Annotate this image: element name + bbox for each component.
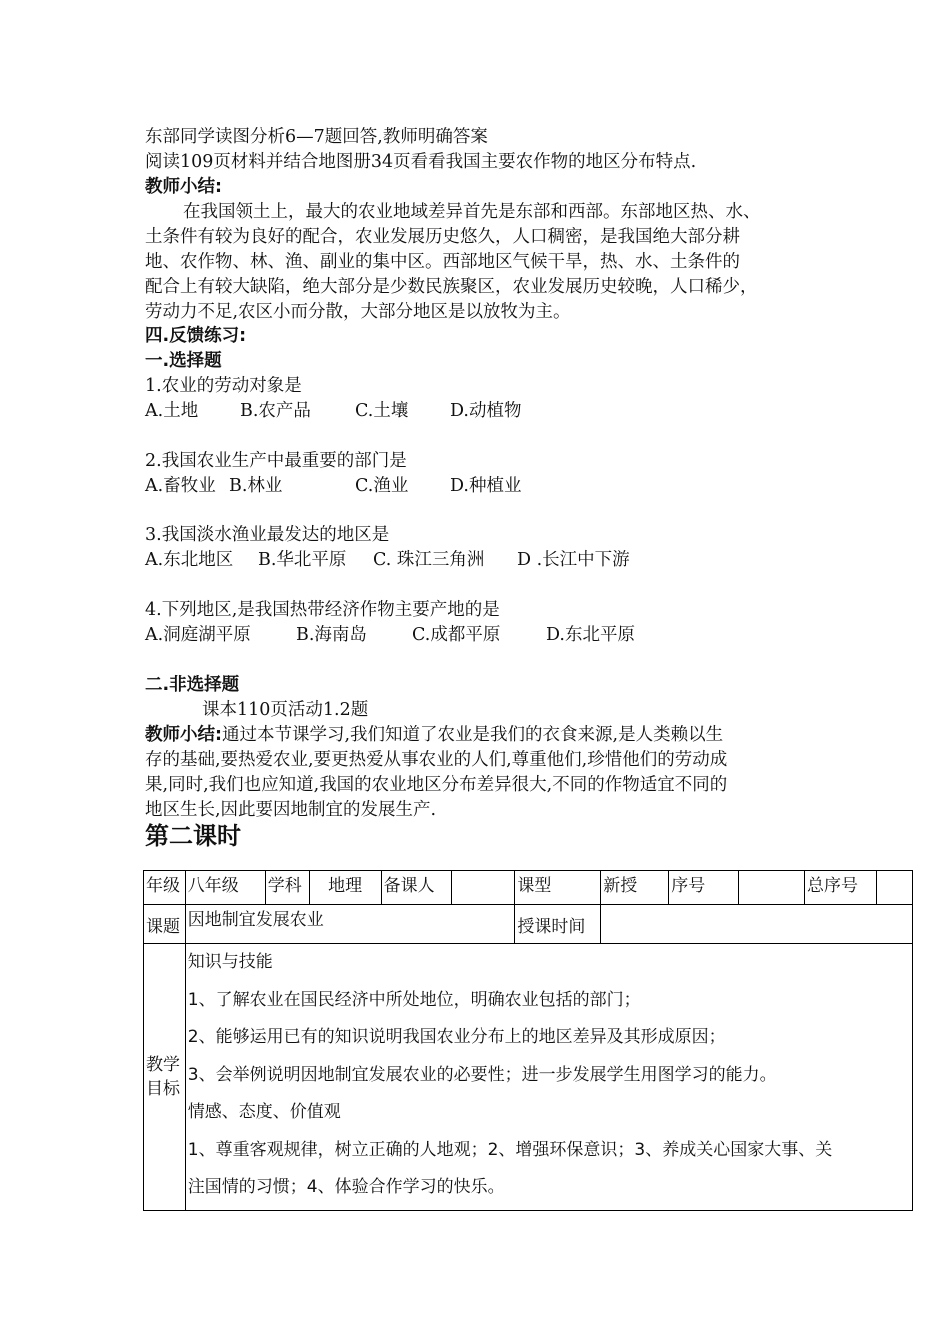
summary2-text: 通过本节课学习,我们知道了农业是我们的衣食来源,是人类赖以生 <box>222 725 724 745</box>
option-a: A.土地 <box>145 401 199 421</box>
goal-line: 3、会举例说明因地制宜发展农业的必要性；进一步发展学生用图学习的能力。 <box>187 1064 777 1085</box>
choice-heading: 一.选择题 <box>145 351 222 371</box>
goal-label-line: 目标 <box>146 1079 180 1099</box>
summary1-line: 在我国领土上，最大的农业地域差异首先是东部和西部。东部地区热、水、 <box>183 202 761 222</box>
question-text: 1.农业的劳动对象是 <box>145 376 302 396</box>
nonchoice-heading: 二.非选择题 <box>145 675 240 695</box>
summary2-line: 果,同时,我们也应知道,我国的农业地区分布差异很大,不同的作物适宜不同的 <box>145 775 728 795</box>
question-text: 4.下列地区,是我国热带经济作物主要产地的是 <box>145 600 500 620</box>
question-text: 3.我国淡水渔业最发达的地区是 <box>145 525 390 545</box>
type-label: 课型 <box>515 871 601 905</box>
option-b: B.海南岛 <box>296 625 367 645</box>
time-value <box>601 905 913 944</box>
summary2-heading: 教师小结: <box>145 725 222 745</box>
feedback-heading: 四.反馈练习: <box>145 326 247 346</box>
summary1-heading: 教师小结: <box>145 177 222 197</box>
goal-line: 注国情的习惯；4、体验合作学习的快乐。 <box>187 1177 505 1197</box>
summary2-line: 地区生长,因此要因地制宜的发展生产. <box>145 800 437 820</box>
lesson-plan-table <box>143 870 913 1211</box>
type-value: 新授 <box>601 871 669 905</box>
goal-line: 情感、态度、价值观 <box>187 1102 341 1122</box>
time-label: 授课时间 <box>515 905 601 944</box>
option-b: B.林业 <box>229 476 283 496</box>
intro-line-2: 阅读109页材料并结合地图册34页看看我国主要农作物的地区分布特点. <box>145 152 697 172</box>
goal-line: 2、能够运用已有的知识说明我国农业分布上的地区差异及其形成原因； <box>187 1027 726 1047</box>
option-b: B.农产品 <box>240 401 311 421</box>
preparer-label: 备课人 <box>381 871 451 905</box>
option-d: D .长江中下游 <box>517 550 630 570</box>
option-b: B.华北平原 <box>258 550 347 570</box>
summary1-line: 土条件有较为良好的配合，农业发展历史悠久，人口稠密，是我国绝大部分耕 <box>145 227 740 247</box>
option-a: A.畜牧业 <box>145 476 216 496</box>
summary1-line: 劳动力不足,农区小而分散，大部分地区是以放牧为主。 <box>145 302 571 322</box>
total-seq-label: 总序号 <box>805 871 877 905</box>
goal-label <box>144 944 186 1211</box>
subject-label: 学科 <box>265 871 309 905</box>
option-c: C.渔业 <box>355 476 409 496</box>
grade-value: 八年级 <box>185 871 265 905</box>
summary2-line: 存的基础,要热爱农业,要更热爱从事农业的人们,尊重他们,珍惜他们的劳动成 <box>145 750 728 770</box>
summary1-line: 地、农作物、林、渔、副业的集中区。西部地区气候干旱，热、水、土条件的 <box>145 252 740 272</box>
goal-line: 知识与技能 <box>187 952 273 972</box>
goal-label-line: 教学 <box>146 1055 180 1075</box>
summary1-line: 配合上有较大缺陷，绝大部分是少数民族聚区，农业发展历史较晚，人口稀少， <box>145 277 758 297</box>
topic-value: 因地制宜发展农业 <box>185 905 515 944</box>
option-c: C. 珠江三角洲 <box>373 550 485 570</box>
option-a: A.洞庭湖平原 <box>145 625 251 645</box>
option-d: D.动植物 <box>450 401 522 421</box>
seq-label: 序号 <box>669 871 739 905</box>
option-a: A.东北地区 <box>145 550 234 570</box>
topic-label: 课题 <box>144 905 186 944</box>
option-d: D.种植业 <box>450 476 522 496</box>
seq-value <box>739 871 805 905</box>
question-text: 2.我国农业生产中最重要的部门是 <box>145 451 407 471</box>
intro-line-1: 东部同学读图分析6—7题回答,教师明确答案 <box>145 127 488 147</box>
summary2-first-line <box>145 723 723 748</box>
goal-line: 1、了解农业在国民经济中所处地位，明确农业包括的部门； <box>187 989 641 1010</box>
grade-label: 年级 <box>144 871 186 905</box>
option-c: C.成都平原 <box>412 625 501 645</box>
total-seq-value <box>876 871 912 905</box>
goal-line: 1、尊重客观规律，树立正确的人地观；2、增强环保意识；3、养成关心国家大事、关 <box>187 1139 833 1160</box>
preparer-value <box>451 871 515 905</box>
option-d: D.东北平原 <box>546 625 635 645</box>
lesson-title: 第二课时 <box>145 822 241 850</box>
nonchoice-item: 课本110页活动1.2题 <box>202 700 369 720</box>
subject-value: 地理 <box>309 871 381 905</box>
option-c: C.土壤 <box>355 401 409 421</box>
goal-content <box>185 944 912 1211</box>
